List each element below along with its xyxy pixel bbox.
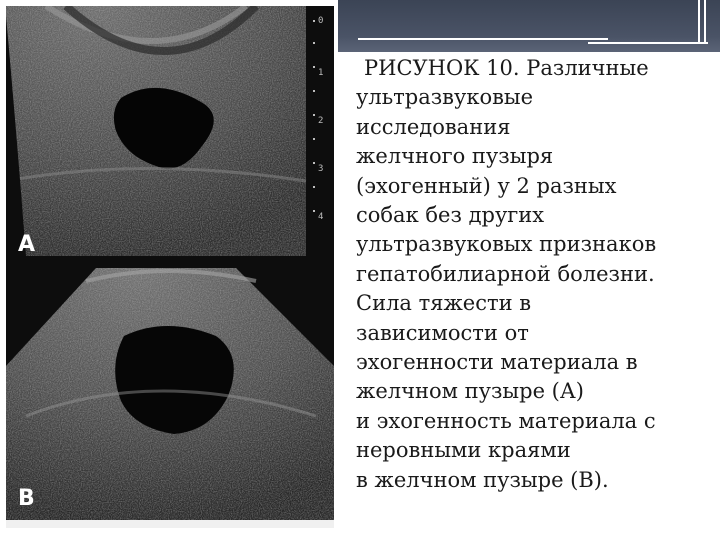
depth-label-0: 0 xyxy=(318,16,324,26)
caption-line: зависимости от xyxy=(356,320,529,345)
scan-b xyxy=(6,268,334,522)
header-decoration xyxy=(338,0,720,52)
caption-line: исследования xyxy=(356,114,511,139)
depth-dot xyxy=(313,186,315,188)
panel-a-label: A xyxy=(18,232,36,257)
caption-line: желчного пузыря xyxy=(356,144,554,169)
caption-line: собак без других xyxy=(356,203,545,228)
caption-line: ультразвуковых признаков xyxy=(356,232,657,257)
depth-dot xyxy=(313,162,315,164)
caption-line: в желчном пузыре (В). xyxy=(356,467,609,492)
depth-label-4: 4 xyxy=(318,212,324,222)
panel-b-label: B xyxy=(18,486,35,511)
caption-line: эхогенности материала в xyxy=(356,350,638,375)
depth-dot xyxy=(313,210,315,212)
caption-line: желчном пузыре (А) xyxy=(356,379,584,404)
header-tick-2 xyxy=(704,0,706,44)
caption-line: ультразвуковые xyxy=(356,85,534,110)
header-rule-2 xyxy=(588,42,708,44)
depth-label-3: 3 xyxy=(318,164,324,174)
figure-footer-strip xyxy=(6,520,334,528)
depth-label-1: 1 xyxy=(318,68,324,78)
scan-a xyxy=(6,6,306,256)
caption-line: и эхогенность материала с xyxy=(356,408,656,433)
ultrasound-scans xyxy=(6,6,334,522)
ultrasound-figure xyxy=(6,6,334,522)
header-tick-1 xyxy=(698,0,700,44)
figure-caption xyxy=(356,54,716,495)
caption-line: неровными краями xyxy=(356,438,571,463)
caption-line: (эхогенный) у 2 разных xyxy=(356,173,617,198)
depth-dot xyxy=(313,138,315,140)
depth-scale xyxy=(313,20,315,212)
caption-line: РИСУНОК 10. Различные xyxy=(364,56,649,80)
depth-label-2: 2 xyxy=(318,116,324,126)
depth-dot xyxy=(313,42,315,44)
depth-dot xyxy=(313,66,315,68)
depth-dot xyxy=(313,114,315,116)
caption-line: Сила тяжести в xyxy=(356,291,532,316)
header-rule-1 xyxy=(358,38,608,40)
depth-dot xyxy=(313,90,315,92)
depth-dot xyxy=(313,20,315,22)
caption-line: гепатобилиарной болезни. xyxy=(356,261,655,286)
